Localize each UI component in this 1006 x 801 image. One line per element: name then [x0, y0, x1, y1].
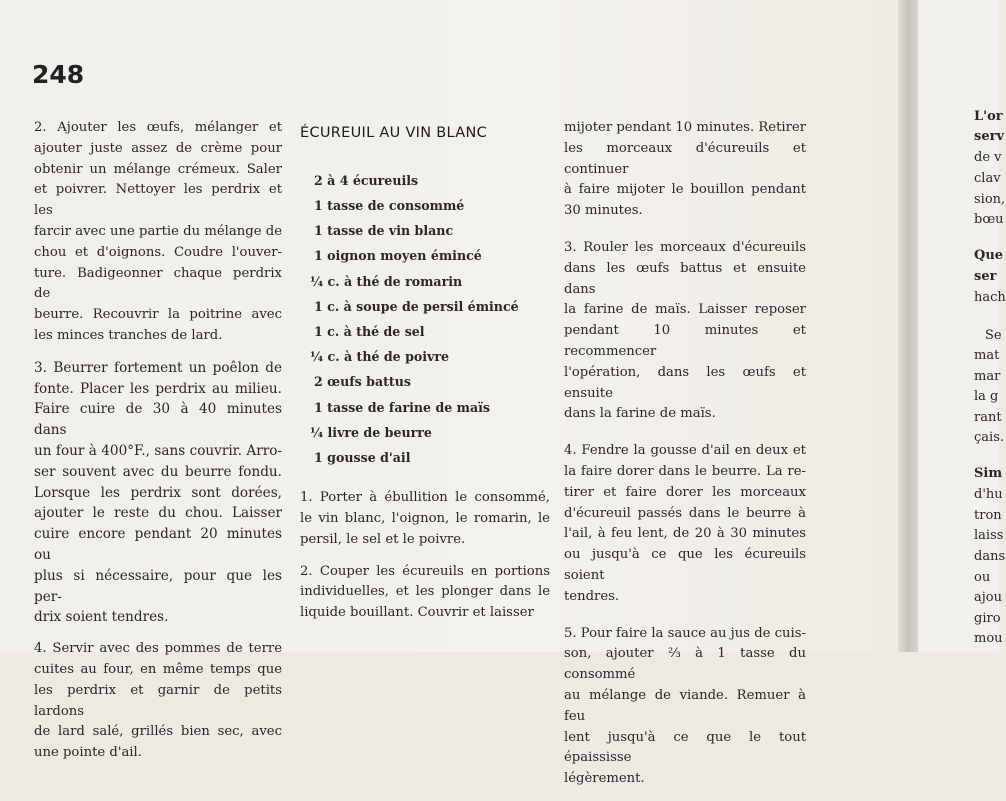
method-step-2	[300, 562, 550, 624]
text-line: les morceaux d'écureuils et continuer	[564, 140, 806, 177]
cut-off-text-fragment: la g	[974, 389, 999, 404]
cut-off-text-fragment: serv	[974, 129, 1004, 144]
column-right	[564, 118, 806, 801]
cut-off-text-fragment: L'or	[974, 109, 1003, 124]
cut-off-text-fragment: dans	[974, 549, 1006, 564]
step-4-paragraph	[34, 639, 282, 764]
text-line: les perdrix et garnir de petits lardons	[34, 682, 282, 719]
column-left	[34, 118, 282, 775]
text-line: dans la farine de maïs.	[564, 406, 716, 422]
cut-off-text-fragment: sion,	[974, 192, 1006, 207]
text-line: 4. Fendre la gousse d'ail en deux et	[564, 443, 806, 459]
cut-off-text-fragment: ser	[974, 269, 997, 284]
cut-off-text-fragment: Se	[985, 328, 1002, 343]
page-number: 248	[32, 60, 85, 89]
text-line: l'ail, à feu lent, de 20 à 30 minutes	[564, 526, 806, 542]
cut-off-text-fragment: ajou	[974, 590, 1002, 605]
text-line: un four à 400°F., sans couvrir. Arro-	[34, 442, 282, 459]
cut-off-text-fragment: laiss	[974, 528, 1004, 543]
text-line: la farine de maïs. Laisser reposer	[564, 302, 806, 318]
text-line: l'opération, dans les œufs et ensuite	[564, 364, 806, 401]
text-line: pendant 10 minutes et recommencer	[564, 323, 806, 359]
right-page-fragment	[918, 0, 1006, 652]
method-step-4	[564, 441, 806, 607]
column-middle	[300, 118, 550, 635]
text-line: une pointe d'ail.	[34, 745, 142, 761]
book-gutter	[898, 0, 920, 652]
text-line: la faire dorer dans le beurre. La re-	[564, 463, 806, 479]
cut-off-text-fragment: d'hu	[974, 487, 1003, 502]
recipe-title: ÉCUREUIL AU VIN BLANC	[300, 125, 488, 141]
step-2-paragraph	[34, 118, 282, 347]
cut-off-text-fragment: çais.	[974, 430, 1004, 445]
text-line: 2. Couper les écureuils en portions	[300, 563, 550, 579]
cut-off-text-fragment: bœu	[974, 212, 1004, 227]
text-line: les minces tranches de lard.	[34, 327, 223, 343]
ingredient-item: ¼ livre de beurre	[310, 424, 432, 440]
method-step-2-continued	[564, 118, 806, 222]
text-line: cuites au four, en même temps que	[34, 661, 282, 677]
text-line: 1. Porter à ébullition le consommé,	[300, 490, 550, 506]
ingredient-item: 1 gousse d'ail	[314, 450, 411, 466]
cut-off-text-fragment: ou	[974, 570, 991, 585]
text-line: son, ajouter ⅔ à 1 tasse du consommé	[564, 646, 806, 683]
cut-off-text-fragment: mat	[974, 348, 1000, 363]
cut-off-text-fragment: de v	[974, 150, 1002, 165]
cut-off-text-fragment: hach	[974, 290, 1006, 305]
text-line: cuire encore pendant 20 minutes ou	[34, 526, 282, 563]
ingredient-item: 1 tasse de vin blanc	[314, 223, 454, 239]
text-line: 3. Rouler les morceaux d'écureuils	[564, 239, 806, 255]
text-line: individuelles, et les plonger dans le	[300, 584, 550, 600]
cut-off-text-fragment: tron	[974, 508, 1002, 523]
cut-off-text-fragment: rant	[974, 410, 1002, 425]
text-line: persil, le sel et le poivre.	[300, 531, 466, 547]
text-line: plus si nécessaire, pour que les per-	[34, 567, 282, 605]
text-line: ajouter juste assez de crème pour	[34, 140, 282, 156]
ingredient-list	[300, 168, 550, 470]
ingredient-item: ¼ c. à thé de romarin	[310, 273, 463, 289]
ingredient-item: 1 tasse de farine de maïs	[314, 399, 491, 415]
text-line: ajouter le reste du chou. Laisser	[34, 505, 282, 522]
text-line: Faire cuire de 30 à 40 minutes dans	[34, 401, 282, 439]
ingredient-item: 1 oignon moyen émincé	[314, 248, 482, 264]
cut-off-text-fragment: Que	[974, 248, 1004, 263]
text-line: mijoter pendant 10 minutes. Retirer	[564, 120, 806, 135]
text-line: le vin blanc, l'oignon, le romarin, le	[300, 511, 550, 527]
ingredient-item: 1 c. à soupe de persil émincé	[314, 298, 519, 314]
text-line: et poivrer. Nettoyer les perdrix et les	[34, 182, 282, 219]
ingredient-item: 1 c. à thé de sel	[314, 324, 425, 340]
text-line: 2. Ajouter les œufs, mélanger et	[34, 120, 282, 135]
method-step-3	[564, 238, 806, 425]
text-line: ou jusqu'à ce que les écureuils soient	[564, 547, 806, 583]
cut-off-text-fragment: giro	[974, 611, 1001, 626]
text-line: lent jusqu'à ce que le tout épaississe	[564, 729, 806, 766]
cut-off-text-fragment: mou	[974, 631, 1003, 646]
step-3-paragraph	[34, 358, 282, 628]
text-line: 5. Pour faire la sauce au jus de cuis-	[564, 625, 806, 641]
text-line: ture. Badigeonner chaque perdrix de	[34, 265, 282, 302]
text-line: d'écureuil passés dans le beurre à	[564, 505, 806, 521]
text-line: farcir avec une partie du mélange de	[34, 223, 282, 239]
text-line: beurre. Recouvrir la poitrine avec	[34, 307, 282, 323]
text-line: tendres.	[564, 588, 620, 604]
text-line: de lard salé, grillés bien sec, avec	[34, 724, 282, 740]
method-step-5	[564, 624, 806, 790]
cut-off-text-fragment: Sim	[974, 466, 1003, 481]
text-line: à faire mijoter le bouillon pendant	[564, 182, 806, 198]
text-line: drix soient tendres.	[34, 609, 169, 626]
text-line: 4. Servir avec des pommes de terre	[34, 641, 282, 657]
text-line: 3. Beurrer fortement un poêlon de	[34, 359, 282, 376]
text-line: obtenir un mélange crémeux. Saler	[34, 161, 282, 177]
text-line: 30 minutes.	[564, 203, 643, 219]
text-line: dans les œufs battus et ensuite dans	[564, 260, 806, 297]
text-line: Lorsque les perdrix sont dorées,	[34, 484, 282, 501]
cut-off-text-fragment: mar	[974, 369, 1001, 384]
text-line: chou et d'oignons. Coudre l'ouver-	[34, 244, 282, 260]
text-line: tirer et faire dorer les morceaux	[564, 484, 806, 500]
ingredient-item: 1 tasse de consommé	[314, 198, 465, 213]
text-line: au mélange de viande. Remuer à feu	[564, 687, 806, 724]
ingredient-item: 2 à 4 écureuils	[314, 172, 419, 188]
method-step-1	[300, 488, 550, 550]
ingredient-item: 2 œufs battus	[314, 374, 411, 390]
text-line: légèrement.	[564, 771, 645, 787]
text-line: ser souvent avec du beurre fondu.	[34, 463, 282, 480]
ingredient-item: ¼ c. à thé de poivre	[310, 349, 450, 365]
text-line: fonte. Placer les perdrix au milieu.	[34, 380, 282, 397]
text-line: liquide bouillant. Couvrir et laisser	[300, 605, 534, 621]
cut-off-text-fragment: clav	[974, 171, 1001, 186]
